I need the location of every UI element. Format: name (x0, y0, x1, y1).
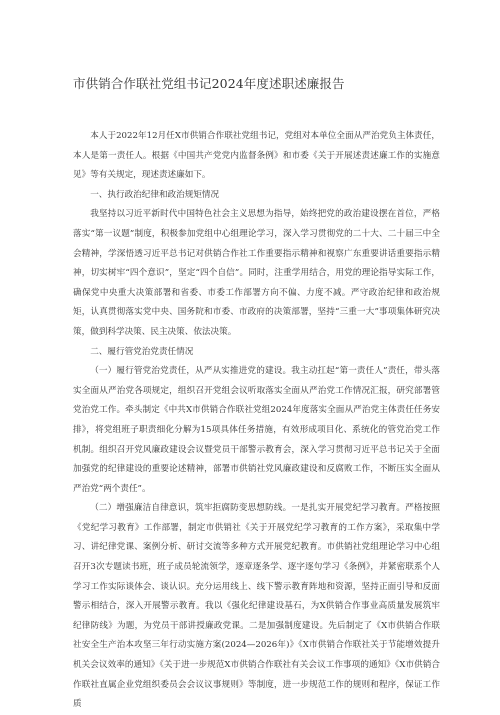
section-heading-1: 一、执行政治纪律和政治规矩情况 (90, 189, 220, 200)
section-heading-2: 二、履行管党治党责任情况 (90, 346, 194, 357)
paragraph-integrity-awareness: （二）增强廉洁自律意识，筑牢拒腐防变思想防线。一是扎实开展党纪学习教育。严格按照《党纪学习教育》工作部署，制定市供销社《关于开展党纪学习教育的工作方案》，采取集中学习、讲纪律党课、案例分析、研讨交流等多种方式开展党纪教育。市供销社党组理论学习中心组召开3次专题读书班，班子成员轮流领学，逐章逐条学、逐字逐句学习《条例》，并紧密联系个人学习工作实际谈体会、谈认识。充分运用线上、线下警示教育阵地和资源，坚持正面引导和反面警示相结合，深入开展警示教育。我以《强化纪律建设基石，为X供销合作事业高质量发展筑牢纪律防线》为题，为党员干部讲授廉政党课。二是加强制度建设。先后制定了《X市供销合作联社安全生产治本攻坚三年行动实施方案(2024—2026年)》《X市供销合作联社关于节能增效提升机关会议效率的通知》《关于进一步规范X市供销合作联社有关会议工作事项的通知》《X市供销合作联社直属企业党组织委员会会议议事规则》等制度，进一步规范工作的规则和程序，保证工作质 (73, 503, 440, 710)
document-body (73, 127, 440, 715)
document-title: 市供销合作联社党组书记2024年度述职述廉报告 (73, 76, 345, 91)
paragraph-political-discipline: 我坚持以习近平新时代中国特色社会主义思想为指导，始终把党的政治建设摆在首位，严格落实“第一议题”制度，积极参加党组中心组理论学习，深入学习贯彻党的二十大、二十届三中全会精神，学深悟透习近平总书记对供销合作社工作重要指示精神和视察广东重要讲话重要指示精神，切实树牢“四个意识”，坚定“四个自信”。同时，注重学用结合，用党的理论指导实际工作，确保党中央重大决策部署和省委、市委工作部署方向不偏、力度不减。严守政治纪律和政治规矩，认真贯彻落实党中央、国务院和市委、市政府的决策部署，坚持“三重一大”事项集体研究决策，做到科学决策、民主决策、依法决策。 (73, 209, 440, 337)
paragraph-party-responsibility: （一）履行管党治党责任，从严从实推进党的建设。我主动扛起“第一责任人”责任，带头落实全面从严治党各项规定，组织召开党组会议听取落实全面从严治党工作情况汇报，研究部署管党治党工作。牵头制定《中共X市供销合作联社党组2024年度落实全面从严治党主体责任任务安排》，将党组班子职责细化分解为15项具体任务措施，有效形成项目化、系统化的管党治党工作机制。组织召开党风廉政建设会议暨党员干部警示教育会，深入学习贯彻习近平总书记关于全面加强党的纪律建设的重要论述精神，部署市供销社党风廉政建设和反腐败工作，不断压实全面从严治党“两个责任”。 (73, 366, 440, 494)
paragraph-intro: 本人于2022年12月任X市供销合作联社党组书记，党组对本单位全面从严治党负主体责任，本人是第一责任人。根据《中国共产党党内监督条例》和市委《关于开展述责述廉工作的实施意见》等有关规定，现述责述廉如下。 (73, 131, 440, 181)
